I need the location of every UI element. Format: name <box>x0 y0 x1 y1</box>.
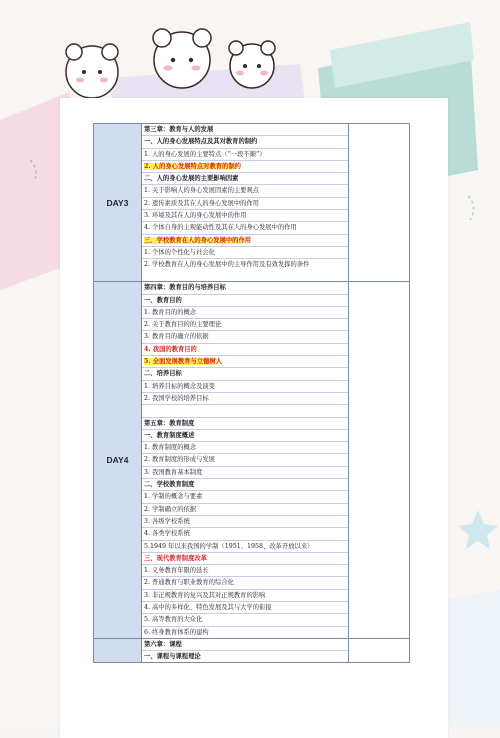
content-line: 一、教育目的 <box>142 295 348 307</box>
content-line: 1. 关于影响人的身心发展因素的主要观点 <box>142 185 348 197</box>
content-line: 2. 普通教育与职业教育的综合化 <box>142 577 348 589</box>
bear-right-icon <box>229 41 275 88</box>
notes-cell <box>349 282 410 639</box>
content-line: 二、人的身心发展的主要影响因素 <box>142 173 348 185</box>
content-line: 4. 个体自身的主观能动性及其在人的身心发展中的作用 <box>142 222 348 234</box>
day-content <box>142 638 349 663</box>
star-icon <box>458 510 498 549</box>
content-line: 第四章：教育目的与培养目标 <box>142 282 348 294</box>
notes-cell <box>349 638 410 663</box>
content-line: 1. 义务教育年限的延长 <box>142 565 348 577</box>
content-line: 1. 培养目标的概念及演变 <box>142 381 348 393</box>
day5-row <box>94 638 410 663</box>
content-line: 2. 遗传素质及其在人的身心发展中的作用 <box>142 198 348 210</box>
day-content <box>142 124 349 282</box>
content-line: 6. 终身教育体系的建构 <box>144 628 209 636</box>
day3-row <box>94 124 410 282</box>
content-line: 5.1949 年以来我国的学制（1951、1958、改革开放以来） <box>142 541 348 553</box>
content-line: 2. 教育制度的形成与发展 <box>142 454 348 466</box>
content-line: 1. 教育制度的概念 <box>142 442 348 454</box>
highlighted-text: 2. 人的身心发展特点对教育的制约 <box>144 162 241 170</box>
day-label: DAY4 <box>94 282 142 639</box>
notes-cell <box>349 124 410 282</box>
content-line: 3. 非正规教育的复兴及其对正规教育的影响 <box>142 590 348 602</box>
highlighted-text: 三、学校教育在人的身心发展中的作用 <box>144 236 252 244</box>
content-line: 2. 我国学校的培养目标 <box>142 393 348 405</box>
bear-left-icon <box>66 44 118 98</box>
content-line: 3. 我国教育基本制度 <box>142 467 348 479</box>
content-line: 第五章：教育制度 <box>142 418 348 430</box>
content-line: 三、现代教育制度改革 <box>142 553 348 565</box>
content-line: 1. 教育目的的概念 <box>142 307 348 319</box>
content-line: 4. 各类学校系统 <box>142 528 348 540</box>
content-line: 2. 学校教育在人的身心发展中的主导作用及有效发挥的条件 <box>144 261 310 269</box>
day-label <box>94 638 142 663</box>
bear-middle-icon <box>153 29 211 88</box>
content-line: 4. 高中的多样化、特色发展及其与大学的衔接 <box>142 602 348 614</box>
content-line: 5. 高等教育的大众化 <box>142 614 348 626</box>
content-line: 3. 各级学校系统 <box>142 516 348 528</box>
highlighted-text: 5. 全面发展教育与立德树人 <box>144 358 223 366</box>
content-line: 3. 教育目的确立的依据 <box>142 331 348 343</box>
content-line: 1. 人的身心发展的主要特点（“一段不顺”） <box>142 149 348 161</box>
content-line: 3. 环境及其在人的身心发展中的作用 <box>142 210 348 222</box>
day-content <box>142 282 349 639</box>
content-line: 二、学校教育制度 <box>142 479 348 491</box>
content-line: 2. 关于教育目的的主要理论 <box>142 319 348 331</box>
day4-row <box>94 282 410 639</box>
content-line: 第六章：课程 <box>142 639 348 651</box>
content-spacer <box>142 405 348 417</box>
content-line <box>142 235 348 247</box>
study-plan-table <box>93 123 410 663</box>
content-line <box>142 161 348 173</box>
content-line: 1. 个体的个性化与社会化 <box>142 247 348 259</box>
content-line <box>142 356 348 368</box>
content-line: 一、课程与课程理论 <box>144 653 201 661</box>
day-label: DAY3 <box>94 124 142 282</box>
content-line: 一、教育制度概述 <box>142 430 348 442</box>
content-line: 2. 学制确立的依据 <box>142 504 348 516</box>
content-line: 1. 学制的概念与要素 <box>142 491 348 503</box>
content-line: 二、培养目标 <box>142 368 348 380</box>
content-line: 一、人的身心发展特点及其对教育的制约 <box>142 136 348 148</box>
content-line: 4. 我国的教育目的 <box>142 344 348 356</box>
content-line: 第三章：教育与人的发展 <box>142 124 348 136</box>
